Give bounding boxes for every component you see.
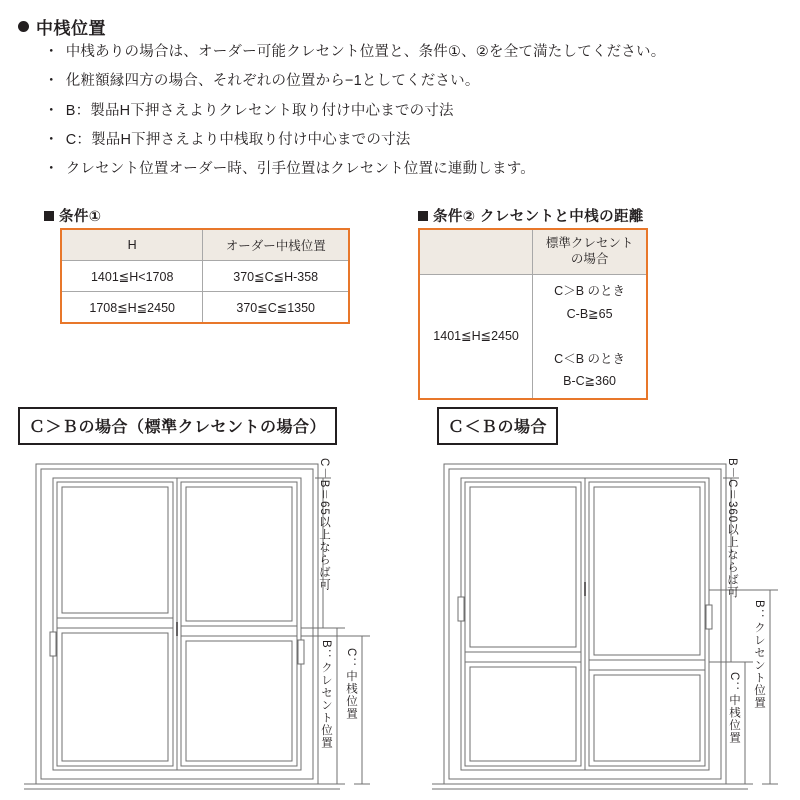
condition-2-table	[418, 228, 648, 400]
column-header-blank	[419, 229, 533, 275]
bullet-marker: ・	[44, 44, 59, 60]
section-title-text: 条件② クレセントと中桟の距離	[433, 209, 644, 225]
bullet-marker: ・	[44, 102, 59, 119]
cell-line-5: B-C≧360	[563, 374, 617, 388]
cell-line-4: C＜B のとき	[554, 351, 626, 366]
table-row	[61, 292, 349, 324]
list-item-text: B：製品H下押さえよりクレセント取り付け中心までの寸法	[65, 102, 454, 119]
table-cell: 370≦C≦H-358	[203, 261, 349, 292]
condition-1-table	[60, 228, 350, 324]
list-item	[44, 101, 774, 123]
row-header: 1401≦H≦2450	[419, 275, 533, 399]
section-title-condition-2	[418, 205, 644, 226]
list-item	[44, 42, 774, 64]
list-item-text: 化粧額縁四方の場合、それぞれの位置から−1としてください。	[65, 73, 480, 90]
column-header	[533, 229, 647, 275]
square-bullet-icon	[418, 211, 428, 221]
table-header-row	[419, 229, 647, 275]
square-bullet-icon	[44, 211, 54, 221]
handle-right	[706, 605, 712, 629]
figure-2-drawing	[428, 440, 800, 795]
table-cell: 370≦C≦1350	[203, 292, 349, 324]
section-title-condition-1	[44, 205, 101, 226]
figure-2-dim-b: B：クレセント位置	[753, 600, 765, 709]
bullet-marker: ・	[44, 131, 59, 148]
list-item	[44, 159, 774, 181]
figure-1-dim-main: C－B＝65以上ならば可	[318, 458, 330, 591]
table-cell: 1708≦H≦2450	[61, 292, 203, 324]
column-header-line-1: 標準クレセント	[545, 236, 634, 251]
bullet-dot-icon	[18, 21, 29, 32]
list-item-text: C：製品H下押さえより中桟取り付け中心までの寸法	[65, 131, 411, 148]
page-title-text: 中桟位置	[36, 19, 106, 38]
cell-line-2: C-B≧65	[566, 306, 613, 321]
list-item-text: クレセント位置オーダー時、引手位置はクレセント位置に連動します。	[65, 161, 535, 177]
figure-1-dim-c: C：中桟位置	[345, 648, 357, 720]
figure-2-label: Ｃ＜Ｂの場合	[437, 407, 558, 445]
figure-1-dim-b: B：クレセント位置	[320, 640, 332, 749]
list-item	[44, 71, 774, 93]
section-title-text: 条件①	[59, 209, 102, 225]
bullet-list	[44, 42, 774, 188]
table-cell	[533, 275, 647, 399]
bullet-marker: ・	[44, 161, 59, 177]
list-item-text: 中桟ありの場合は、オーダー可能クレセント位置と、条件①、②を全て満たしてください。	[65, 44, 666, 60]
list-item	[44, 130, 774, 152]
column-header: H	[61, 229, 203, 261]
page-title	[18, 14, 106, 39]
cell-line-1: C＞B のとき	[554, 284, 626, 298]
figure-1-label: Ｃ＞Ｂの場合（標準クレセントの場合）	[18, 407, 337, 445]
table-row	[61, 261, 349, 292]
table-header-row	[61, 229, 349, 261]
table-cell: 1401≦H<1708	[61, 261, 203, 292]
column-header-line-2: の場合	[570, 252, 609, 266]
table-row	[419, 275, 647, 399]
figure-2-dim-main: B－C＝360以上ならば可	[726, 458, 738, 599]
figure-2-dim-c: C：中桟位置	[728, 672, 740, 744]
column-header: オーダー中桟位置	[203, 229, 349, 261]
handle-right	[298, 640, 304, 664]
handle-left	[50, 632, 56, 656]
handle-left	[458, 597, 464, 621]
bullet-marker: ・	[44, 73, 59, 90]
